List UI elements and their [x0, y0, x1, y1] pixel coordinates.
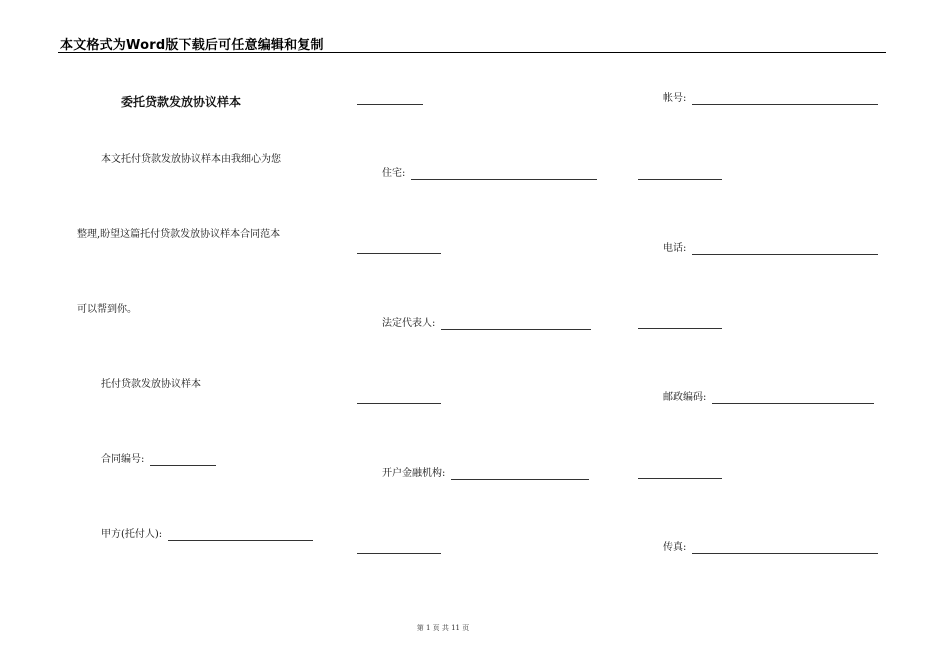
account-label: 帐号:: [663, 93, 687, 104]
intro-line-2: 整理,盼望这篇托付贷款发放协议样本合同范本: [77, 229, 281, 240]
address-label: 住宅:: [382, 168, 406, 179]
address-field: [382, 168, 597, 180]
blank-line: [357, 253, 441, 254]
phone-field: [663, 243, 878, 255]
party-a-field: [101, 529, 313, 541]
document-title: 委托贷款发放协议样本: [121, 95, 242, 109]
intro-line-1: 本文托付贷款发放协议样本由我细心为您: [101, 154, 281, 165]
page-number: 第 1 页 共 11 页: [416, 624, 470, 632]
postcode-label: 邮政编码:: [663, 392, 707, 403]
intro-line-3: 可以帮到你。: [77, 304, 137, 315]
postcode-blank: [712, 393, 874, 404]
blank-line: [357, 403, 441, 404]
fax-blank: [692, 543, 878, 554]
legal-rep-blank: [441, 319, 591, 330]
contract-number-blank: [150, 455, 216, 466]
account-blank: [692, 94, 878, 105]
phone-blank: [692, 244, 878, 255]
blank-line: [638, 328, 722, 329]
header-divider: [58, 52, 886, 53]
party-a-blank: [168, 530, 313, 541]
blank-line: [638, 179, 722, 180]
fax-label: 传真:: [663, 542, 687, 553]
party-a-label: 甲方(托付人):: [101, 529, 163, 540]
phone-label: 电话:: [663, 243, 687, 254]
legal-rep-field: [382, 318, 591, 330]
account-field: [663, 93, 878, 105]
bank-label: 开户金融机构:: [382, 468, 446, 479]
address-blank: [411, 169, 597, 180]
contract-number-label: 合同编号:: [101, 454, 145, 465]
postcode-field: [663, 392, 874, 404]
fax-field: [663, 542, 878, 554]
section-heading: 托付贷款发放协议样本: [101, 379, 201, 390]
blank-line: [357, 553, 441, 554]
blank-line: [357, 104, 423, 105]
contract-number-field: [101, 454, 216, 466]
bank-blank: [451, 469, 589, 480]
legal-rep-label: 法定代表人:: [382, 318, 436, 329]
bank-field: [382, 468, 589, 480]
blank-line: [638, 478, 722, 479]
page-header-title: 本文格式为Word版下载后可任意编辑和复制: [60, 38, 324, 53]
